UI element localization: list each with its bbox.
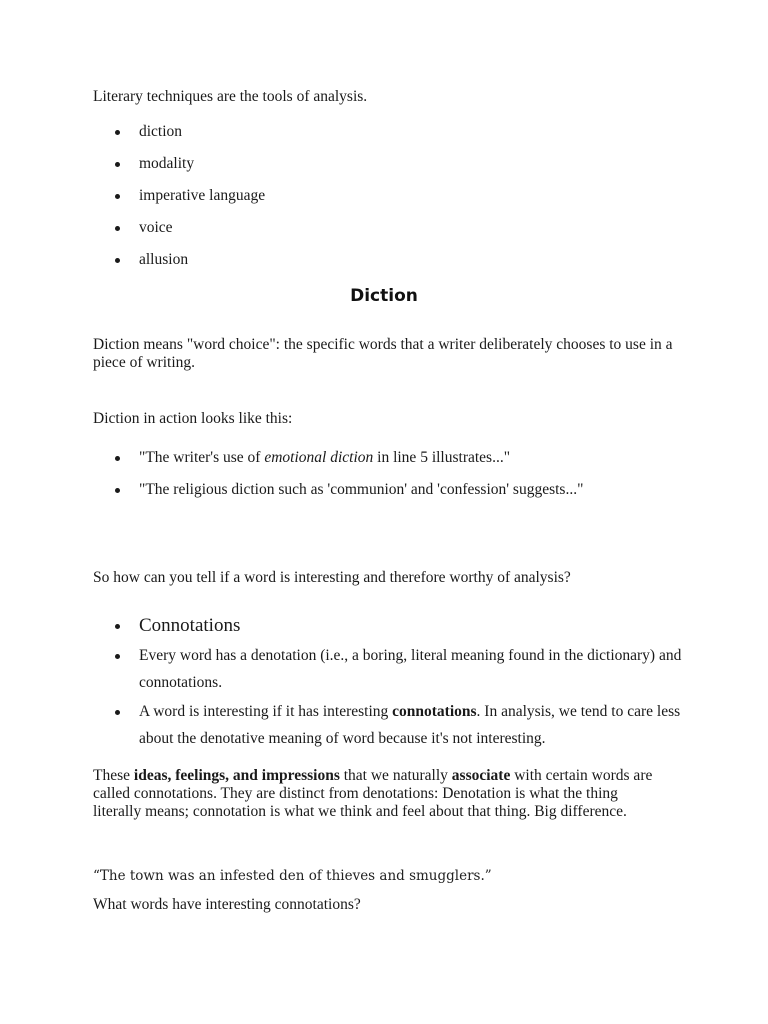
list-item: voice [93,219,265,251]
list-item: A word is interesting if it has interesting connotations. In analysis, we tend to care less about the denotative meaning of word because it's not interesting. [93,698,683,752]
examples-list [93,449,583,513]
bullet-icon [115,258,120,263]
connotations-list [93,612,683,754]
bullet-icon [115,710,120,715]
bullet-icon [115,130,120,135]
bullet-icon [115,226,120,231]
definition-text: Diction means "word choice": the specific words that a writer deliberately chooses to use in a piece of writing. [93,336,673,371]
action-intro-text: Diction in action looks like this: [93,410,293,427]
final-question-text: What words have interesting connotations? [93,896,361,913]
bullet-icon [115,654,120,659]
list-item: Connotations [93,612,683,640]
bullet-icon [115,488,120,493]
question-text: So how can you tell if a word is interesting and therefore worthy of analysis? [93,569,571,586]
explanation-text: These ideas, feelings, and impressions that we naturally associate with certain words are called connotations. They are distinct from denotations: Denotation is what the thing literally means; connotation is what we think and feel about that thing. Big difference. [93,767,653,820]
list-item: imperative language [93,187,265,219]
list-item: "The writer's use of emotional diction in line 5 illustrates..." [93,449,583,481]
list-item: diction [93,123,265,155]
bullet-icon [115,162,120,167]
section-heading: Diction [350,286,418,306]
bullet-icon [115,456,120,461]
bullet-icon [115,624,120,629]
quote-text: “The town was an infested den of thieves and smugglers.” [93,868,492,884]
list-item: modality [93,155,265,187]
list-item: Every word has a denotation (i.e., a boring, literal meaning found in the dictionary) and connotations. [93,642,683,696]
techniques-list [93,123,265,283]
list-item: allusion [93,251,265,283]
bullet-icon [115,194,120,199]
intro-text: Literary techniques are the tools of analysis. [93,88,368,105]
list-item: "The religious diction such as 'communion' and 'confession' suggests..." [93,481,583,513]
